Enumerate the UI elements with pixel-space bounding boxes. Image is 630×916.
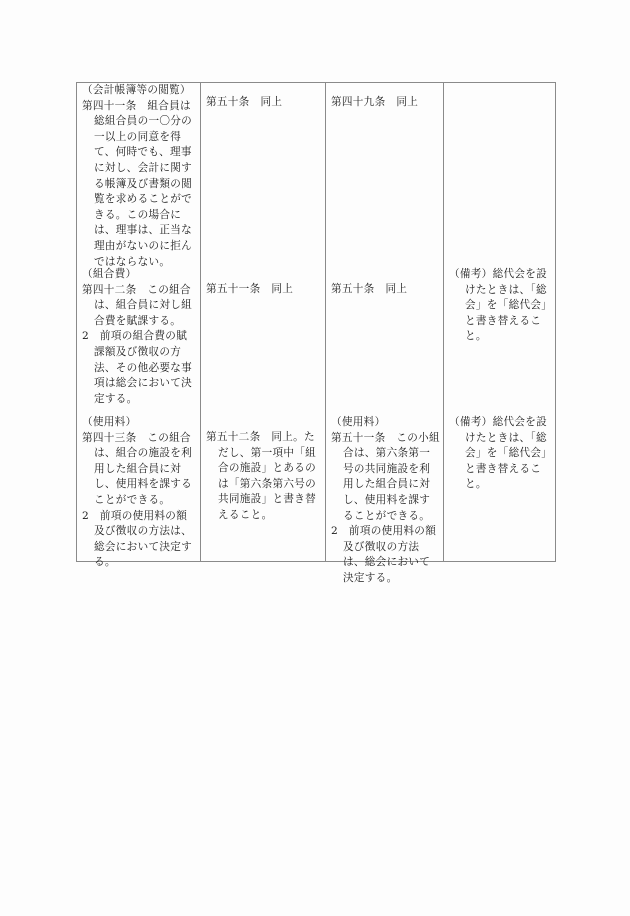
article-text: 第四十九条 同上 [331,96,419,108]
paragraph-2: 2 前項の組合費の賦課額及び徴収の方法、その他必要な事項は総会において決定する。 [82,330,193,405]
article-text: 第五十二条 同上。ただし、第一項中「組合の施設」とあるのは「第六条第六号の共同施設」と書き替えること。 [206,431,317,521]
comparison-table [76,82,556,584]
paragraph-2: 2 前項の使用料の額及び徴収の方法は、総会において決定する。 [82,509,193,569]
row2-col4-cell [449,267,553,345]
paragraph-2: 2 前項の使用料の額及び徴収の方法は、総会において決定する。 [331,525,437,584]
article-text: 第五十一条 この小組合は、第六条第一号の共同施設を利用した組合員に対し、使用料を課することができる。 [331,431,440,522]
row2-col2-cell [206,282,320,298]
row1-col2-cell [206,95,320,111]
article-heading: （使用料） [82,416,137,428]
row3-col2-cell [206,430,320,524]
article-text: 第五十条 同上 [206,96,283,108]
article-text: 第四十二条 この組合は、組合員に対し組合費を賦課する。 [82,283,193,327]
row3-col3-cell [331,415,441,587]
column-divider [443,83,444,561]
row2-col1-cell [82,267,196,407]
column-divider [200,83,201,561]
remark-note: （備考）総代会を設けたときは、「総会」を「総代会」と書き替えること。 [449,268,553,343]
article-text: 第四十一条 組合員は総組合員の一〇分の一以上の同意を得て、何時でも、理事に対し、会計に関する帳簿及び書類の閲覧を求めることができる。この場合には、理事は、正当な理由がないのに拒んではならない。 [82,99,193,268]
row1-col1-cell [82,83,196,270]
row3-col1-cell [82,415,196,571]
article-heading: （会計帳簿等の閲覧） [82,84,191,96]
article-heading: （使用料） [331,416,386,428]
article-text: 第四十三条 この組合は、組合の施設を利用した組合員に対し、使用料を課することができる。 [82,431,193,506]
remark-note: （備考）総代会を設けたときは、「総会」を「総代会」と書き替えること。 [449,416,553,491]
row2-col3-cell [331,282,441,298]
article-text: 第五十一条 同上 [206,283,294,295]
row1-col3-cell [331,95,441,111]
row3-col4-cell [449,415,553,493]
column-divider [325,83,326,561]
article-text: 第五十条 同上 [331,283,408,295]
article-heading: （組合費） [82,268,137,280]
